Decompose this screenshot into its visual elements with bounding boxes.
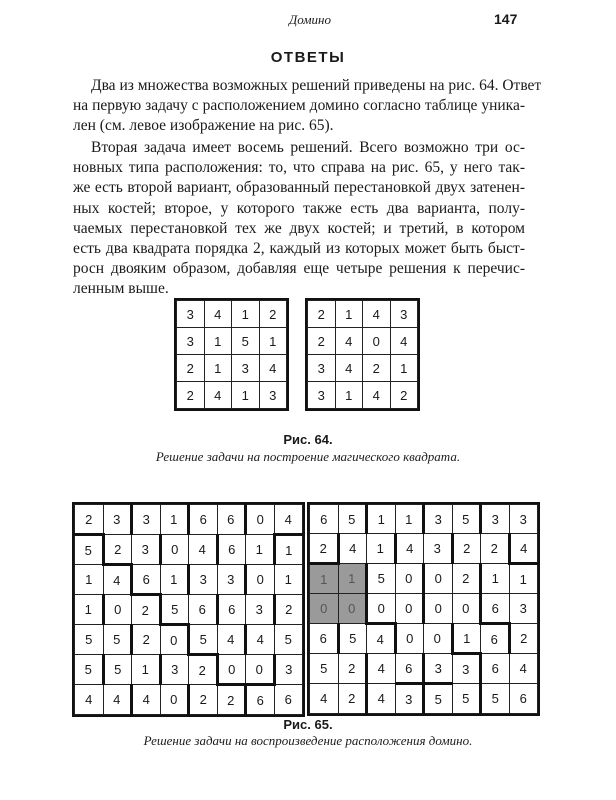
grid-cell: 0	[160, 535, 189, 565]
grid-cell: 2	[452, 534, 481, 564]
grid-row	[75, 565, 303, 595]
text-line: Два из множества возможных решений приведены на рис. 64. Ответ	[91, 77, 542, 94]
grid-cell: 0	[424, 624, 453, 654]
grid-cell: 6	[310, 624, 339, 654]
grid-cell: 6	[509, 684, 538, 714]
section-title: ОТВЕТЫ	[270, 49, 346, 66]
grid-cell: 2	[177, 355, 205, 382]
grid-cell: 4	[390, 328, 418, 355]
grid-cell: 3	[160, 655, 189, 685]
grid-cell: 1	[132, 655, 161, 685]
grid-cell: 1	[338, 564, 367, 594]
grid-cell: 6	[481, 624, 510, 654]
grid-cell: 4	[75, 685, 104, 715]
grid-cell: 0	[424, 594, 453, 624]
grid-cell: 5	[103, 625, 132, 655]
figure-65-caption: Решение задачи на воспроизведение расположения домино.	[143, 733, 473, 748]
grid-row	[308, 355, 418, 382]
grid-cell: 0	[246, 565, 275, 595]
grid-cell: 0	[424, 564, 453, 594]
grid-cell: 4	[132, 685, 161, 715]
magic-square-left	[176, 300, 287, 409]
grid-cell: 3	[308, 355, 336, 382]
text-line: ных костей; второе, у которого также есть два варианта, полу-	[73, 199, 525, 217]
grid-cell: 2	[363, 355, 391, 382]
grid-cell: 1	[246, 535, 275, 565]
grid-cell: 2	[103, 535, 132, 565]
grid-row	[75, 505, 303, 535]
grid-row	[310, 505, 538, 534]
grid-cell: 4	[363, 382, 391, 409]
grid-cell: 4	[246, 625, 275, 655]
grid-cell: 2	[308, 301, 336, 328]
grid-row	[310, 684, 538, 714]
grid-cell: 3	[246, 595, 275, 625]
text-line: лен (см. левое изображение на рис. 65).	[73, 117, 334, 135]
grid-cell: 1	[335, 382, 363, 409]
grid-cell: 2	[509, 624, 538, 654]
grid-row	[310, 564, 538, 594]
grid-cell: 2	[189, 685, 218, 715]
grid-row	[75, 595, 303, 625]
grid-cell: 1	[367, 534, 396, 564]
grid-cell: 1	[310, 564, 339, 594]
grid-cell: 2	[338, 684, 367, 714]
grid-cell: 2	[132, 625, 161, 655]
grid-cell: 2	[75, 505, 104, 535]
grid-cell: 3	[308, 382, 336, 409]
grid-cell: 1	[509, 564, 538, 594]
grid-row	[177, 328, 287, 355]
grid-cell: 5	[338, 624, 367, 654]
grid-cell: 2	[189, 655, 218, 685]
figure-64-number: Рис. 64.	[283, 432, 333, 447]
grid-cell: 3	[395, 684, 424, 714]
grid-cell: 4	[335, 355, 363, 382]
grid-cell: 4	[204, 301, 232, 328]
grid-cell: 1	[160, 565, 189, 595]
grid-cell: 3	[481, 505, 510, 534]
grid-cell: 5	[452, 505, 481, 534]
grid-cell: 2	[177, 382, 205, 409]
grid-cell: 1	[75, 565, 104, 595]
grid-row	[177, 355, 287, 382]
grid-row	[310, 534, 538, 564]
grid-cell: 1	[367, 505, 396, 534]
text-line: новных типа расположения: то, что справа на рис. 65, у него так-	[73, 159, 525, 177]
text-line: ленным выше.	[73, 280, 169, 298]
grid-row	[310, 594, 538, 624]
paragraph-1	[73, 76, 542, 137]
grid-cell: 3	[424, 505, 453, 534]
grid-cell: 0	[395, 564, 424, 594]
grid-cell: 6	[217, 505, 246, 535]
grid-cell: 3	[424, 534, 453, 564]
grid-cell: 3	[132, 535, 161, 565]
grid-cell: 4	[363, 301, 391, 328]
grid-cell: 3	[452, 654, 481, 684]
grid-cell: 1	[259, 328, 287, 355]
page-number: 147	[494, 11, 518, 27]
grid-cell: 0	[160, 625, 189, 655]
grid-row	[308, 328, 418, 355]
grid-cell: 1	[274, 535, 303, 565]
grid-cell: 0	[160, 685, 189, 715]
text-line: на первую задачу с расположением домино согласно таблице уника-	[73, 97, 525, 115]
grid-cell: 4	[335, 328, 363, 355]
grid-cell: 1	[452, 624, 481, 654]
grid-cell: 6	[481, 594, 510, 624]
grid-cell: 5	[75, 535, 104, 565]
grid-cell: 4	[367, 624, 396, 654]
grid-cell: 0	[246, 655, 275, 685]
grid-cell: 5	[103, 655, 132, 685]
grid-row	[177, 301, 287, 328]
domino-grid-left	[74, 504, 303, 715]
grid-cell: 1	[390, 355, 418, 382]
grid-row	[75, 535, 303, 565]
grid-cell: 3	[232, 355, 260, 382]
grid-cell: 1	[160, 505, 189, 535]
grid-cell: 1	[395, 505, 424, 534]
grid-cell: 3	[274, 655, 303, 685]
grid-cell: 5	[481, 684, 510, 714]
grid-row	[177, 382, 287, 409]
grid-cell: 5	[424, 684, 453, 714]
paragraph-2	[73, 138, 525, 300]
grid-cell: 3	[103, 505, 132, 535]
grid-cell: 2	[338, 654, 367, 684]
grid-cell: 6	[217, 535, 246, 565]
grid-cell: 0	[246, 505, 275, 535]
grid-cell: 3	[259, 382, 287, 409]
grid-cell: 2	[274, 595, 303, 625]
grid-cell: 3	[132, 505, 161, 535]
grid-cell: 6	[395, 654, 424, 684]
grid-cell: 0	[363, 328, 391, 355]
grid-cell: 5	[189, 625, 218, 655]
grid-cell: 5	[310, 654, 339, 684]
text-line: есть два квадрата порядка 2, каждый из которых может быть быст-	[73, 239, 525, 257]
grid-cell: 2	[217, 685, 246, 715]
grid-cell: 2	[310, 534, 339, 564]
grid-cell: 4	[274, 505, 303, 535]
grid-cell: 4	[310, 684, 339, 714]
grid-cell: 1	[204, 328, 232, 355]
grid-cell: 5	[75, 655, 104, 685]
grid-cell: 6	[481, 654, 510, 684]
grid-cell: 5	[338, 505, 367, 534]
grid-row	[75, 655, 303, 685]
grid-cell: 6	[310, 505, 339, 534]
grid-cell: 0	[217, 655, 246, 685]
grid-cell: 2	[259, 301, 287, 328]
grid-cell: 3	[189, 565, 218, 595]
grid-cell: 3	[424, 654, 453, 684]
grid-row	[310, 654, 538, 684]
grid-cell: 3	[509, 505, 538, 534]
grid-cell: 3	[177, 301, 205, 328]
grid-cell: 2	[452, 564, 481, 594]
grid-cell: 4	[259, 355, 287, 382]
grid-row	[308, 382, 418, 409]
grid-cell: 4	[509, 534, 538, 564]
grid-cell: 2	[481, 534, 510, 564]
text-line: Вторая задача имеет восемь решений. Всего возможно три ос-	[91, 139, 525, 156]
grid-cell: 2	[132, 595, 161, 625]
grid-row	[75, 685, 303, 715]
figure-64-caption: Решение задачи на построение магического квадрата.	[155, 449, 461, 464]
grid-cell: 4	[189, 535, 218, 565]
grid-cell: 6	[217, 595, 246, 625]
grid-cell: 5	[452, 684, 481, 714]
grid-cell: 6	[246, 685, 275, 715]
grid-cell: 1	[232, 382, 260, 409]
grid-cell: 1	[204, 355, 232, 382]
grid-cell: 5	[75, 625, 104, 655]
grid-cell: 4	[367, 684, 396, 714]
grid-cell: 1	[274, 565, 303, 595]
grid-cell: 0	[395, 624, 424, 654]
grid-cell: 3	[177, 328, 205, 355]
grid-cell: 0	[310, 594, 339, 624]
grid-cell: 0	[338, 594, 367, 624]
grid-cell: 4	[338, 534, 367, 564]
grid-cell: 4	[367, 654, 396, 684]
grid-cell: 4	[103, 685, 132, 715]
text-line: чаемых перестановкой тех же двух костей; и третий, в котором	[73, 219, 525, 237]
grid-cell: 6	[189, 505, 218, 535]
grid-cell: 4	[395, 534, 424, 564]
grid-cell: 0	[103, 595, 132, 625]
grid-cell: 1	[75, 595, 104, 625]
grid-cell: 3	[390, 301, 418, 328]
magic-square-right	[307, 300, 418, 409]
grid-row	[310, 624, 538, 654]
grid-cell: 2	[308, 328, 336, 355]
grid-cell: 4	[217, 625, 246, 655]
text-line: росн двояким образом, добавляя еще четыре решения к перечис-	[73, 260, 525, 278]
figure-65-number: Рис. 65.	[283, 717, 333, 732]
grid-cell: 0	[395, 594, 424, 624]
grid-cell: 1	[481, 564, 510, 594]
domino-grid-right	[309, 504, 538, 714]
grid-row	[75, 625, 303, 655]
grid-cell: 1	[335, 301, 363, 328]
grid-cell: 4	[509, 654, 538, 684]
grid-cell: 1	[232, 301, 260, 328]
grid-cell: 6	[132, 565, 161, 595]
grid-cell: 4	[103, 565, 132, 595]
grid-cell: 5	[160, 595, 189, 625]
grid-cell: 6	[274, 685, 303, 715]
grid-cell: 6	[189, 595, 218, 625]
grid-cell: 0	[367, 594, 396, 624]
grid-cell: 2	[390, 382, 418, 409]
grid-cell: 5	[274, 625, 303, 655]
grid-cell: 3	[509, 594, 538, 624]
grid-cell: 4	[204, 382, 232, 409]
running-header-title: Домино	[288, 12, 332, 27]
grid-row	[308, 301, 418, 328]
grid-cell: 0	[452, 594, 481, 624]
grid-cell: 5	[367, 564, 396, 594]
grid-cell: 5	[232, 328, 260, 355]
text-line: же есть второй вариант, образованный перестановкой двух затенен-	[73, 179, 525, 197]
grid-cell: 3	[217, 565, 246, 595]
